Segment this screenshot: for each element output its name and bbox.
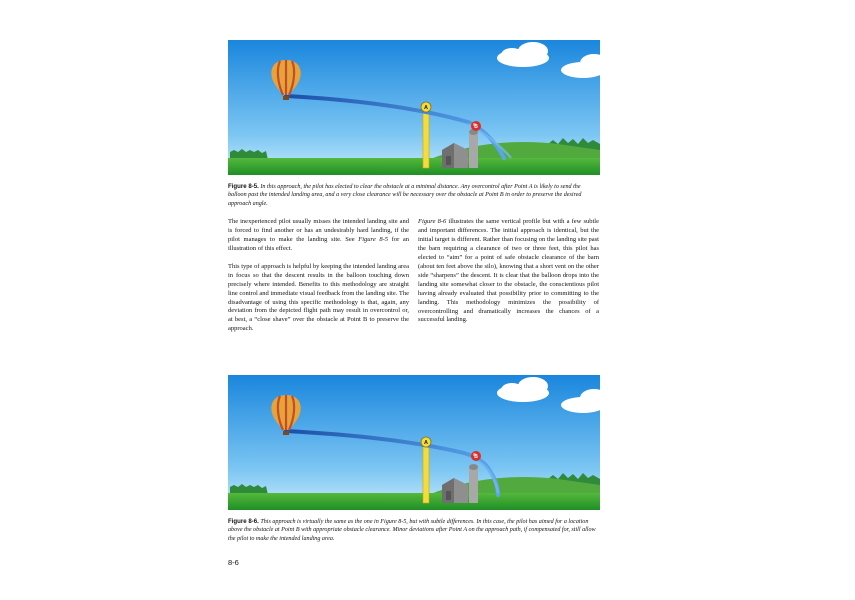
ground bbox=[228, 493, 600, 510]
right-text-column bbox=[418, 218, 599, 325]
page-number: 8-6 bbox=[228, 558, 239, 567]
figure-reference: Figure 8-5 bbox=[358, 235, 389, 243]
point-b-label: B bbox=[474, 124, 478, 130]
paragraph: Figure 8-6 illustrates the same vertical profile but with a few subtle and important differences. The initial approach is identical, but the initial target is different. Rather than focusing on the landing site past the barn requiring a clearance of two or three feet, this pilot has elected to “aim” for a point of safe obstacle clearance of the barn (about ten feet above the silo), knowing that a short vent on the other side “sharpens” the descent. It is clear that the balloon drops into the landing site somewhat closer to the obstacle, the conscientious pilot having already evaluated that possibility prior to committing to the landing. This methodology minimizes the possibility of overcontrolling and dramatically increases the chances of a successful landing. bbox=[418, 218, 599, 324]
point-a-pole bbox=[423, 110, 429, 168]
figure-label: Figure 8-6. bbox=[228, 518, 259, 525]
point-a-marker bbox=[421, 102, 431, 112]
paragraph: The inexperienced pilot usually misses the intended landing site and is forced to find another or has an undesirably hard landing, if the pilot manages to make the landing site. See Figure 8-5 for an illustration of this effect. bbox=[228, 218, 409, 252]
caption-text: This approach is virtually the same as the one in Figure 8-5, but with subtle differences. In this case, the pilot has aimed for a location above the obstacle at Point B with appropriate obstacle clearance. Minor deviations after Point A on the approach path, if compensated for, still allow the pilot to make the intended landing area. bbox=[228, 519, 596, 542]
caption-text: In this approach, the pilot has elected to clear the obstacle at a minimal distance. Any overcontrol after Point A is likely to send the balloon past the intended landing area, and a very close clearance will be necessary over the obstacle at Point B in order to preserve the desired approach angle. bbox=[228, 184, 582, 207]
silo bbox=[469, 129, 478, 168]
left-text-column bbox=[228, 218, 409, 334]
figure-8-5-caption bbox=[228, 183, 600, 208]
point-a-label: A bbox=[424, 440, 428, 446]
point-a-pole bbox=[423, 445, 429, 503]
figure-reference: Figure 8-6 bbox=[418, 218, 447, 225]
figure-label: Figure 8-5. bbox=[228, 183, 259, 190]
ground bbox=[228, 158, 600, 175]
point-b-marker bbox=[471, 451, 481, 461]
silo bbox=[469, 464, 478, 503]
point-a-label: A bbox=[424, 105, 428, 111]
figure-8-5-illustration bbox=[228, 40, 600, 175]
paragraph: This type of approach is helpful by keeping the intended landing area in focus so that the descent results in the balloon touching down precisely where intended. Benefits to this methodology are straight line control and immediate visual feedback from the landing site. The disadvantage of using this specific methodology is that, again, any deviation from the depicted flight path may result in overcontrol or, at best, a “close shave” over the obstacle at Point B to preserve the approach. bbox=[228, 262, 409, 333]
point-b-marker bbox=[471, 121, 481, 131]
figure-8-6-illustration bbox=[228, 375, 600, 510]
figure-8-6-caption bbox=[228, 518, 600, 543]
point-b-label: B bbox=[474, 454, 478, 460]
point-a-marker bbox=[421, 437, 431, 447]
